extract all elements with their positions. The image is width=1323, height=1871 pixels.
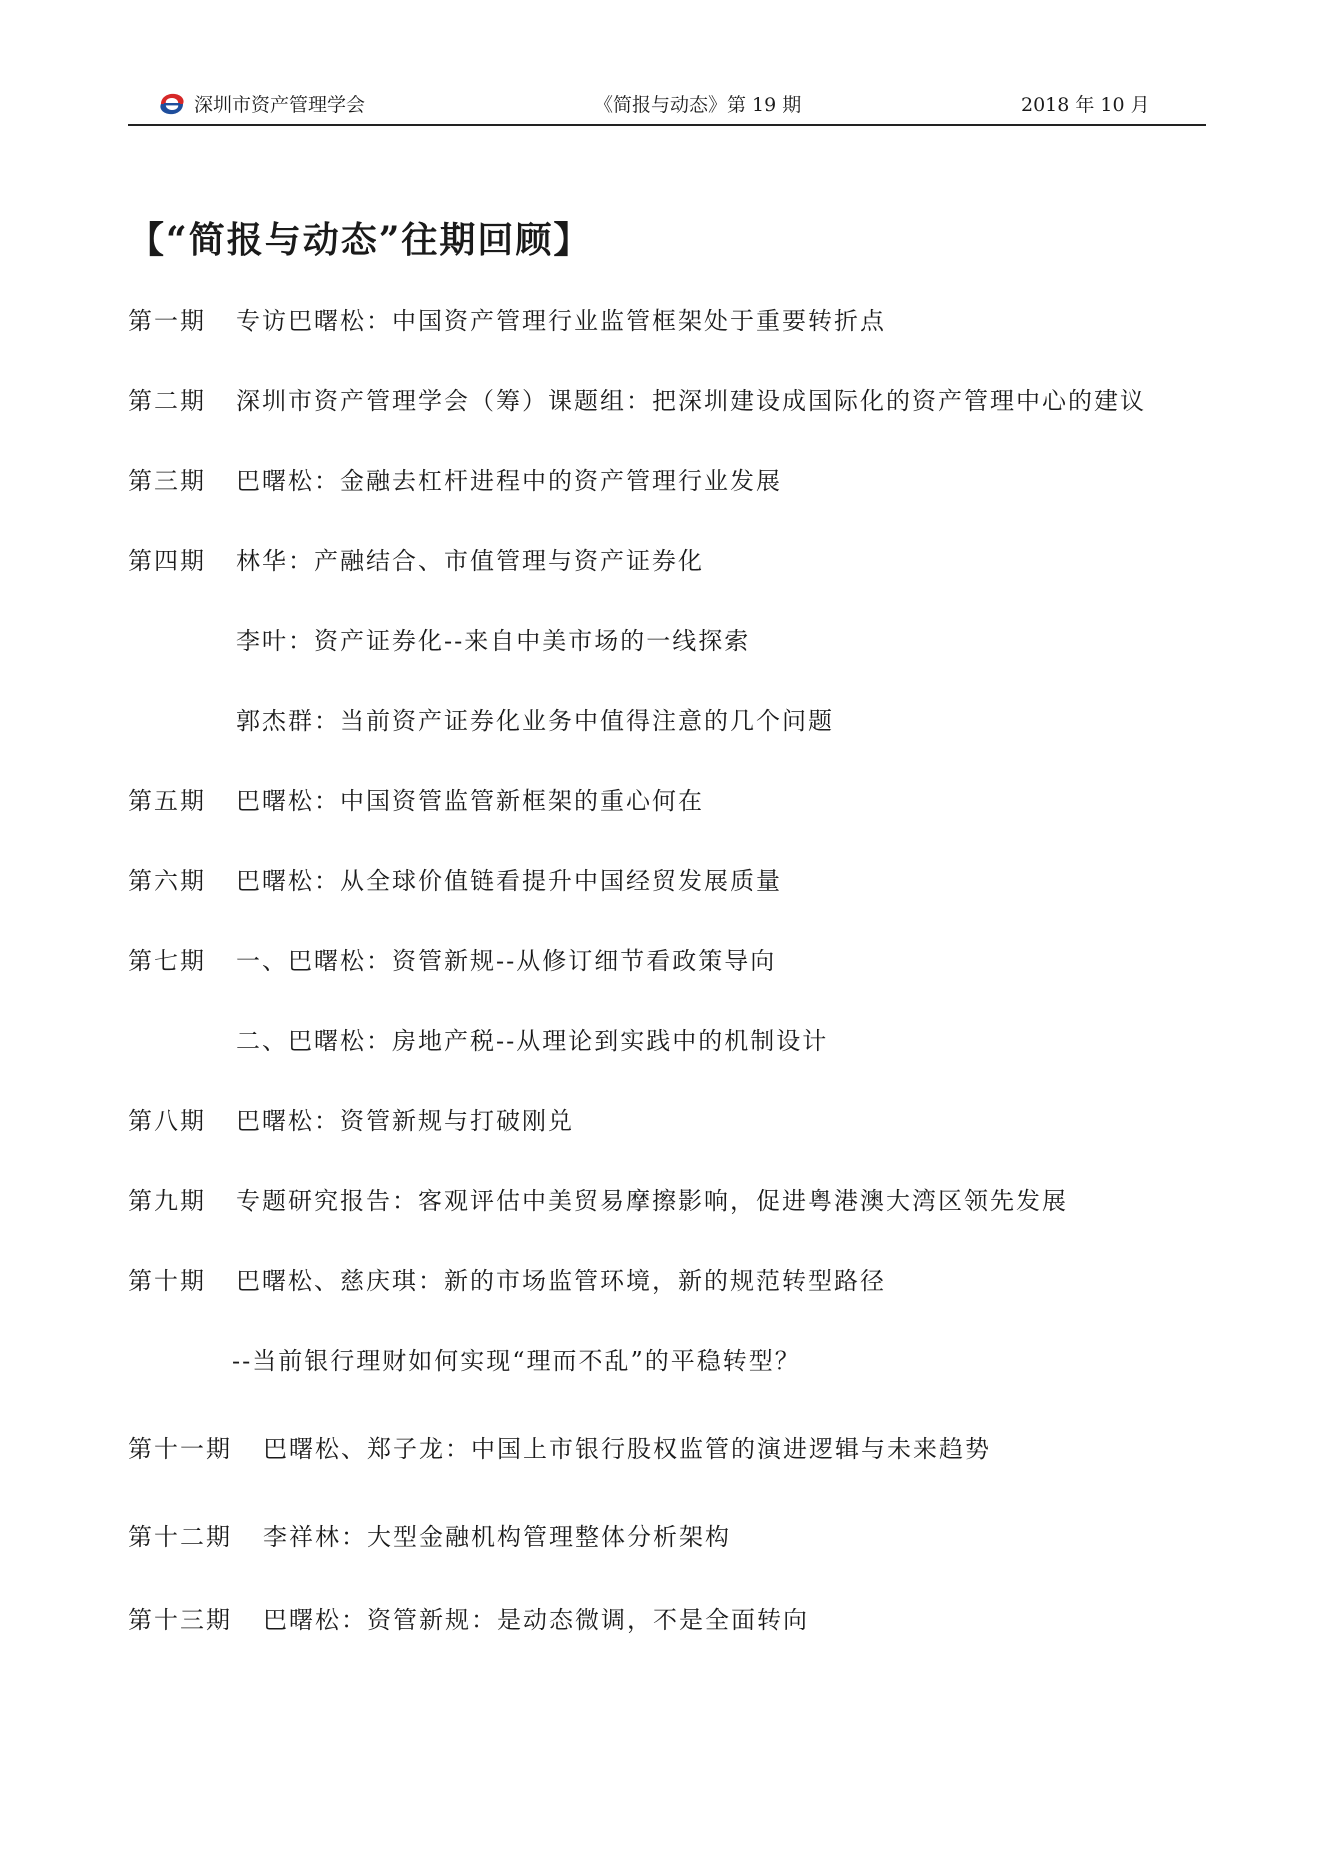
entry-label: 第十期	[128, 1267, 206, 1295]
entry-label: 第九期	[128, 1187, 206, 1215]
entry-label: 第四期	[128, 547, 206, 575]
entry-label: 第五期	[128, 787, 206, 815]
entry-text: 一、巴曙松：资管新规--从修订细节看政策导向	[236, 947, 777, 975]
entry-text: 巴曙松：金融去杠杆进程中的资产管理行业发展	[236, 467, 782, 495]
society-logo-icon	[158, 92, 186, 116]
entry-text: 李祥林：大型金融机构管理整体分析架构	[263, 1523, 731, 1551]
entry-text: 专访巴曙松：中国资产管理行业监管框架处于重要转折点	[236, 307, 886, 335]
entry-text: --当前银行理财如何实现“理而不乱”的平稳转型？	[232, 1347, 801, 1375]
entry-label: 第六期	[128, 867, 206, 895]
entry-text: 巴曙松：中国资管监管新框架的重心何在	[236, 787, 704, 815]
issue-date: 2018 年 10 月	[1021, 94, 1150, 116]
entry-text: 巴曙松：资管新规：是动态微调，不是全面转向	[263, 1606, 809, 1634]
entry-text: 巴曙松：资管新规与打破刚兑	[236, 1107, 574, 1135]
entry-label: 第十一期	[128, 1435, 232, 1463]
entry-label: 第一期	[128, 307, 206, 335]
page-header	[128, 92, 1206, 126]
entry-text: 巴曙松：从全球价值链看提升中国经贸发展质量	[236, 867, 782, 895]
entry-text: 李叶：资产证券化--来自中美市场的一线探索	[236, 627, 751, 655]
entry-label: 第二期	[128, 387, 206, 415]
org-name: 深圳市资产管理学会	[194, 94, 366, 116]
entry-text: 二、巴曙松：房地产税--从理论到实践中的机制设计	[236, 1027, 829, 1055]
entry-text: 林华：产融结合、市值管理与资产证券化	[236, 547, 704, 575]
entry-label: 第十二期	[128, 1523, 232, 1551]
entry-label: 第七期	[128, 947, 206, 975]
entry-text: 巴曙松、慈庆琪：新的市场监管环境，新的规范转型路径	[236, 1267, 886, 1295]
entry-text: 深圳市资产管理学会（筹）课题组：把深圳建设成国际化的资产管理中心的建议	[236, 387, 1146, 415]
entry-text: 专题研究报告：客观评估中美贸易摩擦影响，促进粤港澳大湾区领先发展	[236, 1187, 1068, 1215]
entry-text: 郭杰群：当前资产证券化业务中值得注意的几个问题	[236, 707, 834, 735]
entry-label: 第十三期	[128, 1606, 232, 1634]
entry-label: 第三期	[128, 467, 206, 495]
entry-label: 第八期	[128, 1107, 206, 1135]
issue-name: 《简报与动态》第 19 期	[594, 94, 802, 116]
section-title: 【“简报与动态”往期回顾】	[128, 219, 592, 261]
entry-text: 巴曙松、郑子龙：中国上市银行股权监管的演进逻辑与未来趋势	[263, 1435, 991, 1463]
